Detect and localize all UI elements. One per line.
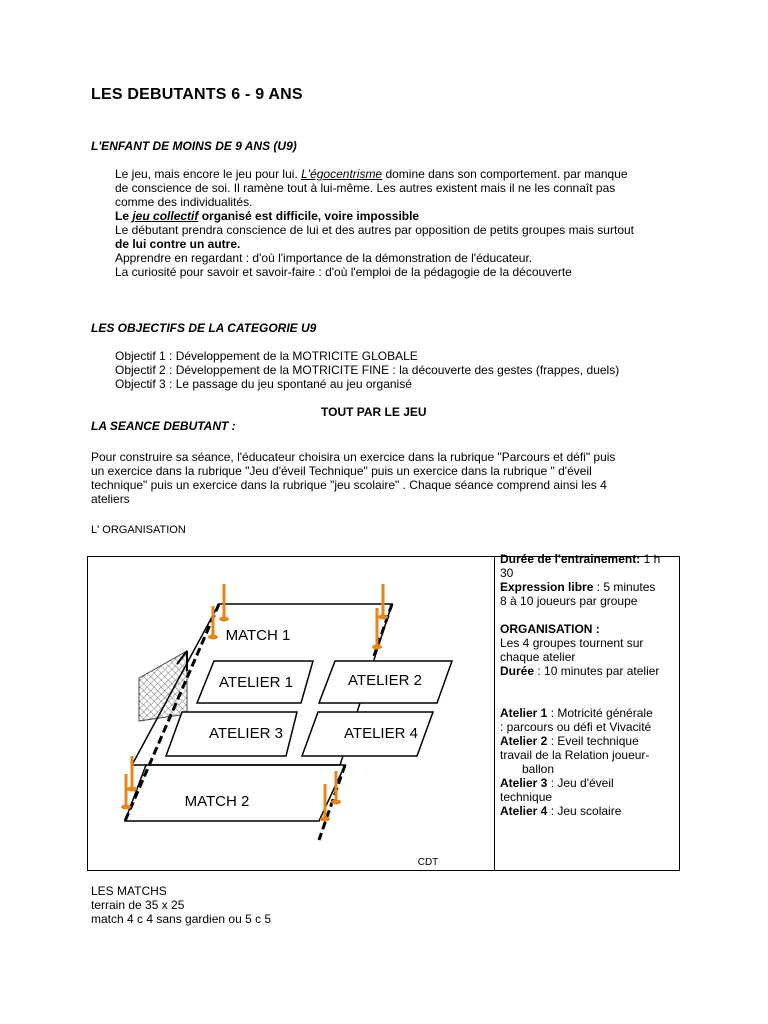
expression-value: : 5 minutes	[593, 580, 656, 594]
objectif-1: Objectif 1 : Développement de la MOTRICITE GLOBALE	[115, 349, 418, 363]
atelier-2-value: : Eveil technique	[547, 734, 639, 748]
objectif-2: Objectif 2 : Développement de la MOTRICITE FINE : la découverte des gestes (frappes, duels)	[115, 363, 620, 377]
atelier-3-desc	[500, 777, 614, 791]
duree-value-line2: 30	[500, 566, 514, 580]
page-title: LES DEBUTANTS 6 - 9 ANS	[91, 86, 303, 103]
side-duree-atelier	[500, 665, 659, 679]
duree-value: 1 h	[640, 552, 661, 566]
text: Le	[115, 209, 133, 223]
atelier-4-desc	[500, 805, 621, 819]
joueurs-line: 8 à 10 joueurs par groupe	[500, 594, 638, 608]
atelier-3-value: : Jeu d'éveil	[547, 776, 614, 790]
match-1-label: MATCH 1	[225, 627, 291, 644]
org-line: chaque atelier	[500, 650, 576, 664]
atelier-1-desc	[500, 707, 653, 721]
paragraph-line: Le débutant prendra conscience de lui et des autres par opposition de petits groupes mais surtout	[115, 223, 634, 237]
paragraph-line	[115, 167, 628, 181]
paragraph-line: technique" puis un exercice dans la rubrique "jeu scolaire" . Chaque séance comprend ainsi les 4	[91, 478, 607, 492]
cone-icon	[372, 608, 382, 650]
table-divider	[494, 556, 495, 871]
atelier-4-label-side: Atelier 4	[500, 804, 548, 818]
side-expression	[500, 581, 655, 595]
atelier-2-line2: travail de la Relation joueur-	[500, 748, 650, 762]
text: organisé est difficile, voire impossible	[198, 209, 420, 223]
atelier-3-label-side: Atelier 3	[500, 776, 548, 790]
organisation-label: L' ORGANISATION	[91, 524, 186, 536]
text: Le jeu, mais encore le jeu pour lui.	[115, 167, 302, 181]
cone-icon	[378, 584, 388, 620]
text: domine dans son comportement. par manque	[382, 167, 628, 181]
atelier-3-line2: technique	[500, 790, 553, 804]
objectif-3: Objectif 3 : Le passage du jeu spontané au jeu organisé	[115, 377, 412, 391]
atelier-4-label: ATELIER 4	[344, 725, 418, 742]
section-heading-objectifs: LES OBJECTIFS DE LA CATEGORIE U9	[91, 321, 317, 335]
matchs-terrain: terrain de 35 x 25	[91, 898, 185, 912]
paragraph-line: ateliers	[91, 492, 130, 506]
side-duree	[500, 553, 660, 567]
atelier-1-line2: : parcours ou défi et Vivacité	[500, 720, 652, 734]
egocentrisme-term: L'égocentrisme	[301, 167, 383, 181]
cone-icon	[121, 774, 131, 810]
expression-label: Expression libre	[500, 580, 594, 594]
atelier-1-label-side: Atelier 1	[500, 706, 548, 720]
jeu-collectif-term: jeu collectif	[132, 209, 199, 223]
section-heading-u9: L'ENFANT DE MOINS DE 9 ANS (U9)	[91, 139, 297, 153]
tout-par-le-jeu: TOUT PAR LE JEU	[321, 405, 427, 419]
section-heading-seance: LA SEANCE DEBUTANT :	[91, 419, 236, 433]
atelier-2-line3: ballon	[522, 762, 555, 776]
cone-icon	[219, 584, 229, 622]
atelier-2-label-side: Atelier 2	[500, 734, 548, 748]
duree-label: Durée de l'entrainement:	[500, 552, 641, 566]
duree2-value: : 10 minutes par atelier	[534, 664, 660, 678]
matchs-title: LES MATCHS	[91, 884, 167, 898]
signature-cdt: CDT	[417, 857, 439, 868]
paragraph-line-bold	[115, 209, 419, 223]
atelier-4-value: : Jeu scolaire	[547, 804, 622, 818]
duree2-label: Durée	[500, 664, 535, 678]
org-line: Les 4 groupes tournent sur	[500, 636, 644, 650]
goal-net	[139, 651, 187, 721]
atelier-1-label: ATELIER 1	[219, 674, 293, 691]
matchs-format: match 4 c 4 sans gardien ou 5 c 5	[91, 912, 272, 926]
paragraph-line-bold: de lui contre un autre.	[115, 237, 241, 251]
paragraph-line: Pour construire sa séance, l'éducateur choisira un exercice dans la rubrique "Parcours et défi" puis	[91, 450, 616, 464]
paragraph-line: Apprendre en regardant : d'où l'importance de la démonstration de l'éducateur.	[115, 251, 533, 265]
atelier-2-desc	[500, 735, 639, 749]
organisation-heading: ORGANISATION :	[500, 622, 600, 636]
atelier-3-label: ATELIER 3	[209, 725, 283, 742]
paragraph-line: de conscience de soi. Il ramène tout à lui-même. Les autres existent mais il ne les connaît pas	[115, 181, 616, 195]
field-diagram	[87, 556, 494, 871]
atelier-2-label: ATELIER 2	[348, 672, 422, 689]
cone-icon	[127, 756, 137, 792]
paragraph-line: La curiosité pour savoir et savoir-faire : d'où l'emploi de la pédagogie de la découverte	[115, 265, 572, 279]
match-2-label: MATCH 2	[184, 793, 250, 810]
paragraph-line: un exercice dans la rubrique "Jeu d'éveil Technique" puis un exercice dans la rubrique " d'éveil	[91, 464, 592, 478]
atelier-1-value: : Motricité générale	[547, 706, 653, 720]
paragraph-line: comme des individualités.	[115, 195, 253, 209]
